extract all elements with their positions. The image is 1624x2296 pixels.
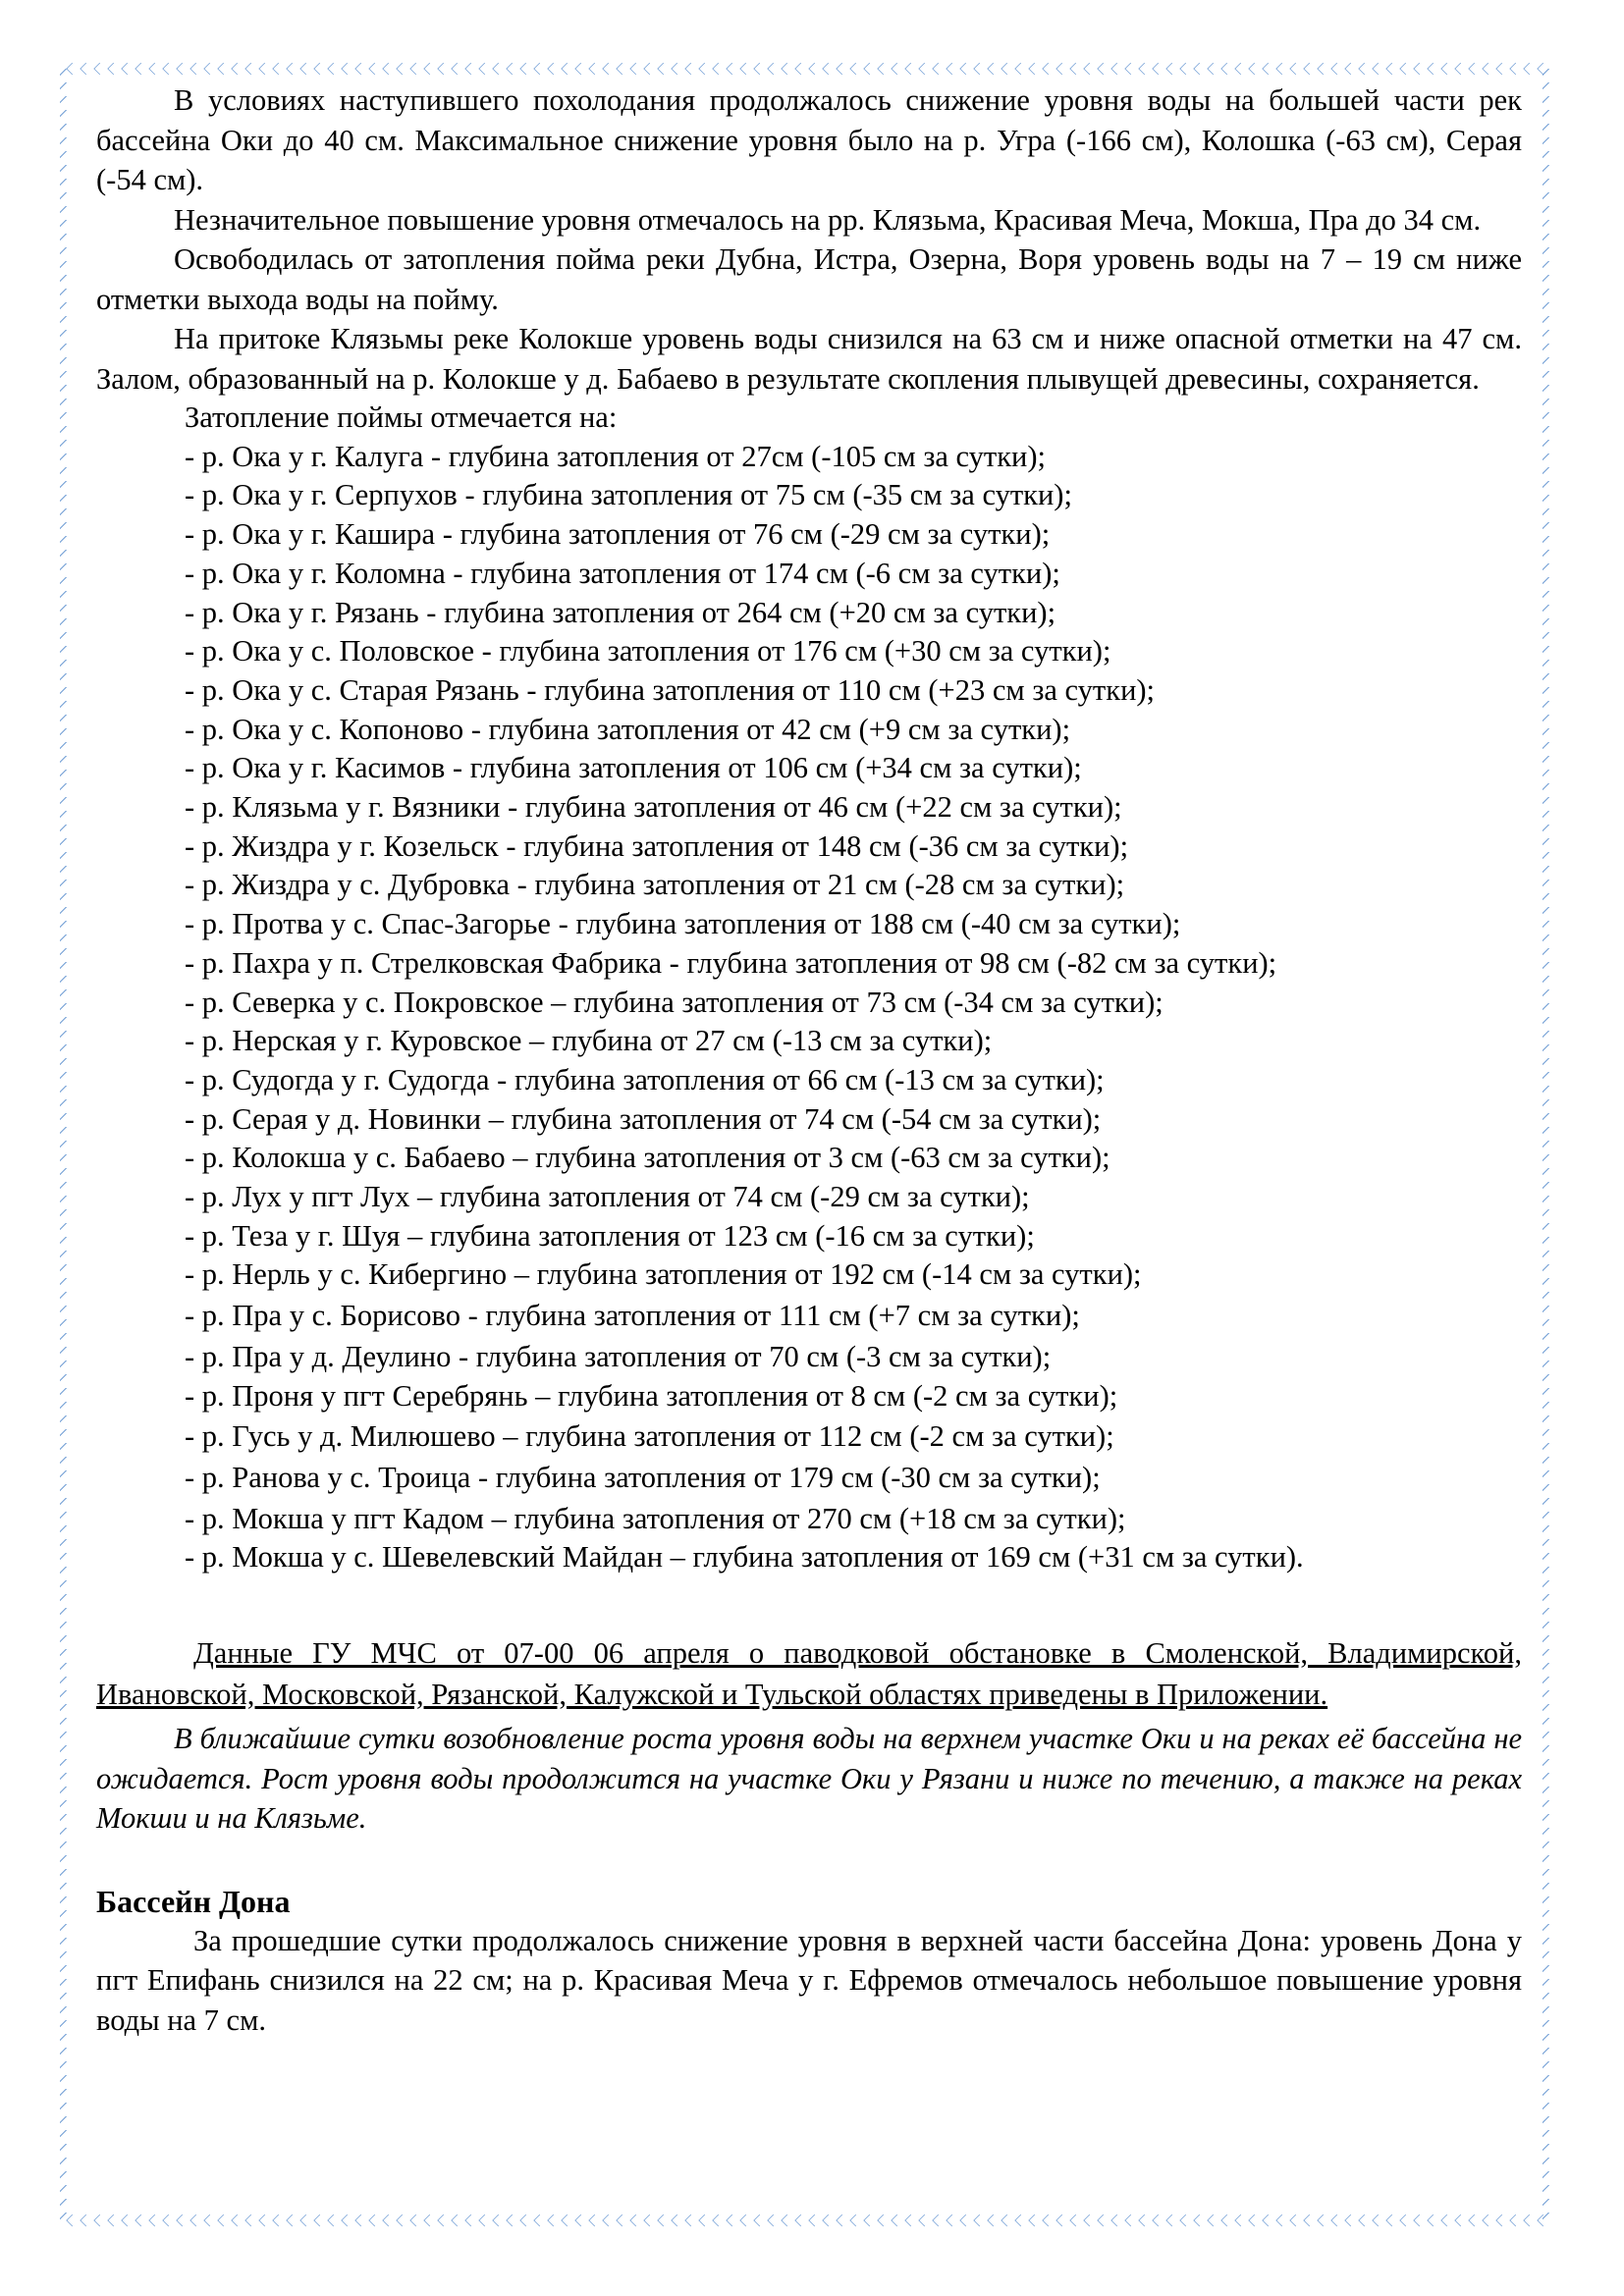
document-body — [96, 80, 1522, 2040]
list-item: - р. Ока у г. Касимов - глубина затопления от 106 см (+34 см за сутки); — [185, 751, 1082, 785]
paragraph-floodplain-freed: Освободилась от затопления пойма реки Дубна, Истра, Озерна, Воря уровень воды на 7 – 19 см ниже отметки выхода воды на пойму. — [96, 242, 1522, 316]
list-item: - р. Пахра у п. Стрелковская Фабрика - глубина затопления от 98 см (-82 см за сутки); — [185, 945, 1277, 980]
list-item: - р. Нерская у г. Куровское – глубина от 27 см (-13 см за сутки); — [185, 1024, 993, 1058]
border-bottom — [65, 2215, 1547, 2226]
list-item: - р. Ока у г. Кашира - глубина затопления от 76 см (-29 см за сутки); — [185, 517, 1051, 552]
paragraph-minor-rise: Незначительное повышение уровня отмечалось на рр. Клязьма, Красивая Меча, Мокша, Пра до 34 см. — [174, 202, 1482, 237]
list-item: - р. Ока у с. Копоново - глубина затопления от 42 см (+9 см за сутки); — [185, 712, 1071, 746]
list-item: - р. Пра у д. Деулино - глубина затопления от 70 см (-3 см за сутки); — [185, 1339, 1052, 1373]
list-item: - р. Колокша у с. Бабаево – глубина затопления от 3 см (-63 см за сутки); — [185, 1141, 1110, 1175]
list-item: - р. Ока у с. Половское - глубина затопления от 176 см (+30 см за сутки); — [185, 634, 1111, 668]
list-item: - р. Северка у с. Покровское – глубина затопления от 73 см (-34 см за сутки); — [185, 985, 1164, 1019]
list-item: - р. Мокша у пгт Кадом – глубина затопления от 270 см (+18 см за сутки); — [185, 1501, 1126, 1535]
list-item: - р. Ока у г. Серпухов - глубина затопления от 75 см (-35 см за сутки); — [185, 478, 1072, 512]
list-item: - р. Ока у г. Рязань - глубина затопления от 264 см (+20 см за сутки); — [185, 595, 1056, 629]
list-item: - р. Жиздра у г. Козельск - глубина затопления от 148 см (-36 см за сутки); — [185, 828, 1129, 863]
border-top — [65, 63, 1547, 75]
list-item: - р. Гусь у д. Милюшево – глубина затопления от 112 см (-2 см за сутки); — [185, 1419, 1114, 1454]
list-item: - р. Пра у с. Борисово - глубина затопления от 111 см (+7 см за сутки); — [185, 1299, 1080, 1333]
flood-list — [96, 438, 1522, 1577]
paragraph-koloksha: На притоке Клязьмы реке Колокше уровень воды снизился на 63 см и ниже опасной отметки на 47 см. Залом, образованный на р. Колокше у д. Бабаево в результате скопления плывущей древесины, сохраняется. — [96, 322, 1522, 396]
appendix-note: Данные ГУ МЧС от 07-00 06 апреля о паводковой обстановке в Смоленской, Владимирской, Ивановской, Московской, Рязанской, Калужской и Тульской областях приведены в Приложении. — [96, 1636, 1522, 1712]
list-item: - р. Протва у с. Спас-Загорье - глубина затопления от 188 см (-40 см за сутки); — [185, 907, 1181, 941]
list-item: - р. Судогда у г. Судогда - глубина затопления от 66 см (-13 см за сутки); — [185, 1062, 1105, 1096]
section-heading-don: Бассейн Дона — [96, 1883, 291, 1919]
list-item: - р. Мокша у с. Шевелевский Майдан – глубина затопления от 169 см (+31 см за сутки). — [185, 1540, 1304, 1575]
list-item: - р. Клязьма у г. Вязники - глубина затопления от 46 см (+22 см за сутки); — [185, 790, 1122, 825]
list-item: - р. Проня у пгт Серебрянь – глубина затопления от 8 см (-2 см за сутки); — [185, 1378, 1118, 1413]
paragraph-don: За прошедшие сутки продолжалось снижение уровня в верхней части бассейна Дона: уровень Дона у пгт Епифань снизился на 22 см; на р. Красивая Меча у г. Ефремов отмечалось небольшое повышение уровня воды на 7 см. — [96, 1923, 1522, 2037]
list-item: - р. Серая у д. Новинки – глубина затопления от 74 см (-54 см за сутки); — [185, 1101, 1102, 1136]
list-item: - р. Теза у г. Шуя – глубина затопления от 123 см (-16 см за сутки); — [185, 1218, 1035, 1253]
list-item: - р. Жиздра у с. Дубровка - глубина затопления от 21 см (-28 см за сутки); — [185, 868, 1125, 902]
list-item: - р. Нерль у с. Кибергино – глубина затопления от 192 см (-14 см за сутки); — [185, 1257, 1142, 1292]
list-item: - р. Лух у пгт Лух – глубина затопления от 74 см (-29 см за сутки); — [185, 1180, 1030, 1214]
list-item: - р. Ока у с. Старая Рязань - глубина затопления от 110 см (+23 см за сутки); — [185, 672, 1156, 707]
paragraph-oka-decline: В условиях наступившего похолодания продолжалось снижение уровня воды на большей части рек бассейна Оки до 40 см. Максимальное снижение уровня было на р. Угра (-166 см), Колошка (-63 см), Серая (-54 см). — [96, 83, 1522, 196]
forecast-paragraph: В ближайшие сутки возобновление роста уровня воды на верхнем участке Оки и на реках её бассейна не ожидается. Рост уровня воды продолжится на участке Оки у Рязани и ниже по течению, а также на реках Мокши и на Клязьме. — [96, 1722, 1522, 1836]
border-left — [60, 69, 70, 2220]
flood-list-title: Затопление поймы отмечается на: — [185, 400, 618, 434]
list-item: - р. Ока у г. Коломна - глубина затопления от 174 см (-6 см за сутки); — [185, 556, 1060, 590]
border-right — [1543, 69, 1552, 2220]
list-item: - р. Ранова у с. Троица - глубина затопления от 179 см (-30 см за сутки); — [185, 1460, 1101, 1494]
list-item: - р. Ока у г. Калуга - глубина затопления от 27см (-105 см за сутки); — [185, 439, 1047, 473]
